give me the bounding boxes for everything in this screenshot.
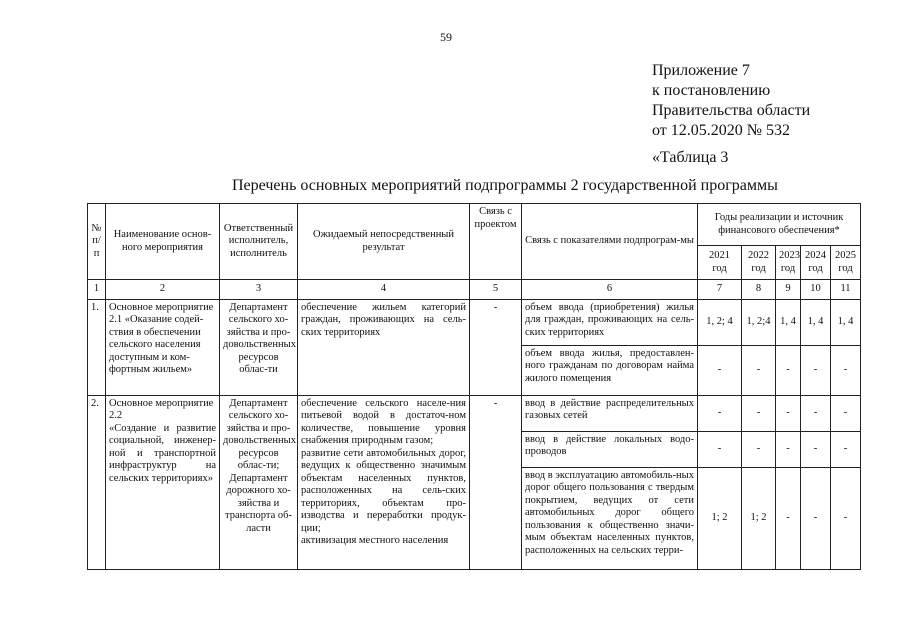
row2-ind2-2023: -	[776, 431, 801, 467]
appendix-line-1: Приложение 7	[652, 62, 750, 79]
col-number-11: 11	[831, 280, 861, 300]
col-number-2: 2	[106, 280, 220, 300]
row2-responsible-line-1: Департамент сельского хо-зяйства и про-довольственных ресурсов облас-ти;	[223, 397, 296, 471]
page-number: 59	[440, 30, 452, 44]
header-years-group: Годы реализации и источник финансового обеспечения*	[698, 204, 861, 246]
row2-ind2-2025: -	[831, 431, 861, 467]
col-number-10: 10	[801, 280, 831, 300]
row1-num: 1.	[88, 299, 106, 395]
header-indicators-link: Связь с показателями подпрограм-мы	[522, 204, 698, 280]
row2-name-line-1: Основное мероприятие 2.2	[109, 397, 214, 421]
row2-name-line-2: «Создание и развитие социальной, инженер-ной и транспортной инфраструктур на сельских территориях»	[109, 422, 216, 484]
row1-ind2-2024: -	[801, 345, 831, 395]
row1-result: обеспечение жильем категорий граждан, проживающих на сель-ских территориях	[298, 299, 470, 395]
appendix-block	[652, 61, 810, 141]
row2-indicator-2: ввод в действие локальных водо-проводов	[522, 431, 698, 467]
col-number-8: 8	[742, 280, 776, 300]
row2-responsible	[220, 395, 298, 569]
header-year-2022: 2022 год	[742, 246, 776, 280]
row1-indicator-2: объем ввода жилья, предоставлен-ного гражданам по договорам найма жилого помещения	[522, 345, 698, 395]
row1-responsible: Департамент сельского хо-зяйства и про-довольственных ресурсов облас-ти	[220, 299, 298, 395]
header-year-2023: 2023 год	[776, 246, 801, 280]
header-num: № п/п	[88, 204, 106, 280]
row2-indicator-3: ввод в эксплуатацию автомобиль-ных дорог общего пользования с твердым покрытием, ведущих от сети автомобильных дорог общего пользования к общественно значи-мым объектам населенных пунктов, расположенных на сельских терри-	[522, 467, 698, 569]
row2-indicator-1: ввод в действие распределительных газовых сетей	[522, 395, 698, 431]
row2-name	[106, 395, 220, 569]
row2-ind3-2022: 1; 2	[742, 467, 776, 569]
row1-ind1-2024: 1, 4	[801, 299, 831, 345]
row2-num: 2.	[88, 395, 106, 569]
header-name: Наименование основ-ного мероприятия	[106, 204, 220, 280]
col-number-6: 6	[522, 280, 698, 300]
row2-result-line-1: обеспечение сельского населе-ния питьевой водой в достаточ-ном количестве, повышение уровня снабжения природным газом;	[301, 397, 466, 446]
row1-ind2-2022: -	[742, 345, 776, 395]
row1-ind1-2021: 1, 2; 4	[698, 299, 742, 345]
row2-result-line-3: активизация местного населения	[301, 535, 449, 546]
row1-ind1-2025: 1, 4	[831, 299, 861, 345]
header-year-2021: 2021 год	[698, 246, 742, 280]
col-number-1: 1	[88, 280, 106, 300]
row2-ind3-2023: -	[776, 467, 801, 569]
row1-name: Основное мероприятие 2.1 «Оказание содей-ствия в обеспечении сельского населения доступным и ком-фортным жильем»	[106, 299, 220, 395]
col-number-3: 3	[220, 280, 298, 300]
header-project-link: Связь с проектом	[470, 204, 522, 280]
row2-ind3-2025: -	[831, 467, 861, 569]
row2-ind3-2021: 1; 2	[698, 467, 742, 569]
row2-ind2-2022: -	[742, 431, 776, 467]
row2-ind1-2025: -	[831, 395, 861, 431]
appendix-line-2: к постановлению	[652, 82, 771, 99]
measures-table	[87, 203, 861, 570]
row1-ind2-2023: -	[776, 345, 801, 395]
row1-project: -	[470, 299, 522, 395]
header-year-2024: 2024 год	[801, 246, 831, 280]
row2-ind2-2021: -	[698, 431, 742, 467]
row1-ind1-2023: 1, 4	[776, 299, 801, 345]
row2-result	[298, 395, 470, 569]
header-responsible: Ответственный исполнитель, исполнитель	[220, 204, 298, 280]
appendix-line-3: Правительства области	[652, 102, 811, 119]
col-number-9: 9	[776, 280, 801, 300]
row2-responsible-line-2: Департамент дорожного хо-зяйства и транспорта об-ласти	[225, 472, 292, 534]
table-label: «Таблица 3	[652, 149, 729, 166]
col-number-4: 4	[298, 280, 470, 300]
row2-ind1-2024: -	[801, 395, 831, 431]
page-title: Перечень основных мероприятий подпрограммы 2 государственной программы	[232, 177, 778, 194]
row2-ind1-2021: -	[698, 395, 742, 431]
col-number-5: 5	[470, 280, 522, 300]
row2-ind1-2022: -	[742, 395, 776, 431]
appendix-line-4: от 12.05.2020 № 532	[652, 122, 791, 139]
row1-ind2-2025: -	[831, 345, 861, 395]
row2-result-line-2: развитие сети автомобильных дорог, ведущих к общественно значимым объектам населенных пунктов, расположенных на сель-ских территориях, объектам про-изводства и переработки продук-ции;	[301, 447, 466, 534]
header-year-2025: 2025 год	[831, 246, 861, 280]
row1-ind2-2021: -	[698, 345, 742, 395]
row1-ind1-2022: 1, 2;4	[742, 299, 776, 345]
row1-indicator-1: объем ввода (приобретения) жилья для граждан, проживающих на сель-ских территориях	[522, 299, 698, 345]
row2-ind3-2024: -	[801, 467, 831, 569]
col-number-7: 7	[698, 280, 742, 300]
row2-ind1-2023: -	[776, 395, 801, 431]
row2-ind2-2024: -	[801, 431, 831, 467]
row2-project: -	[470, 395, 522, 569]
header-result: Ожидаемый непосредственный результат	[298, 204, 470, 280]
